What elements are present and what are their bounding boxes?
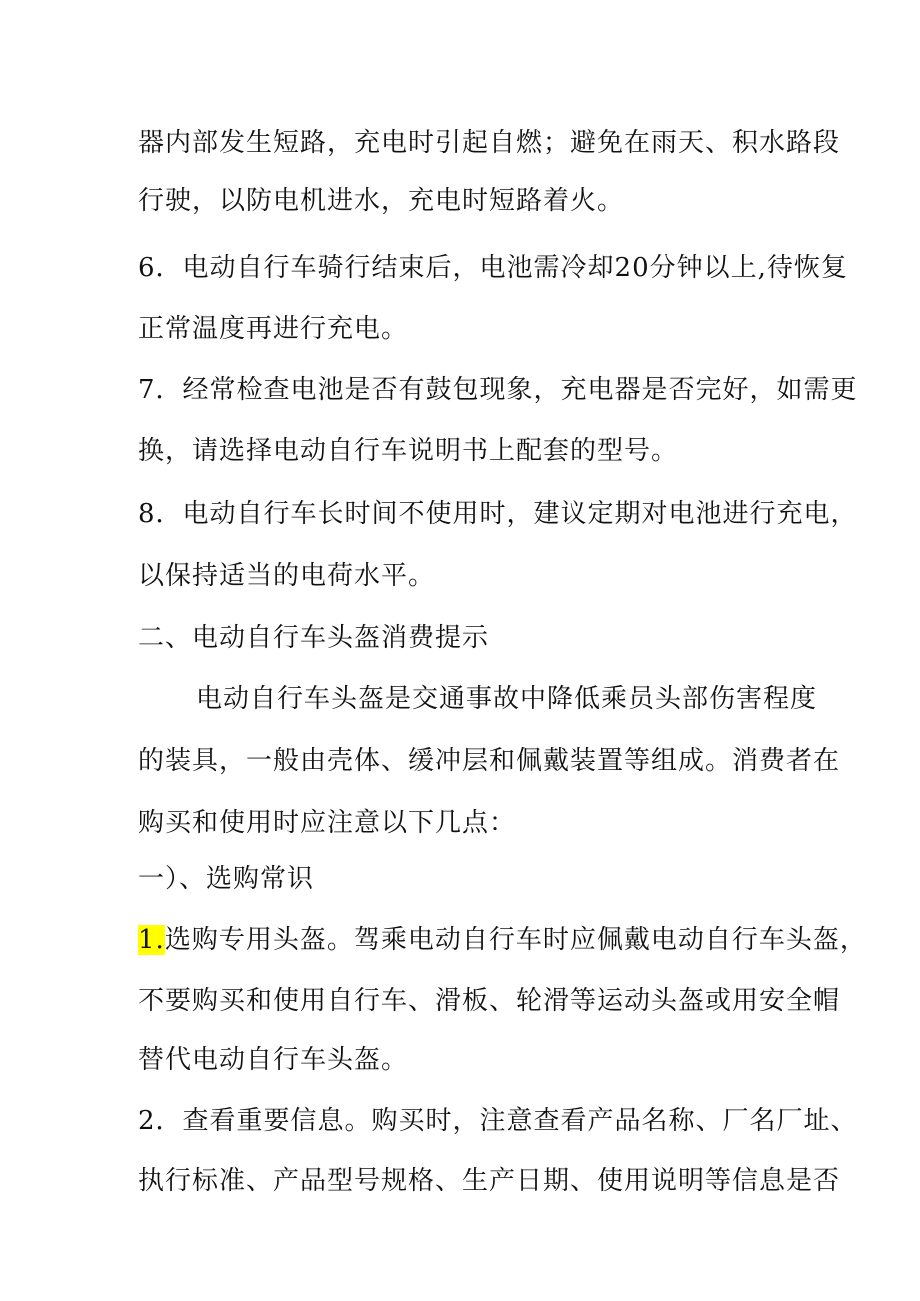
text-line: 购买和使用时应注意以下几点： (138, 808, 517, 838)
subsection-heading: 一）、选购常识 (138, 864, 315, 894)
text-line: 器内部发生短路，充电时引起自燃；避免在雨天、积水路段 (138, 128, 841, 158)
text-line: 以保持适当的电荷水平。 (138, 561, 436, 591)
highlighted-number: 1. (138, 925, 165, 955)
text-line: 正常温度再进行充电。 (138, 314, 409, 344)
paragraph-first-line: 电动自行车头盔是交通事故中降低乘员头部伤害程度 (196, 684, 818, 714)
list-item-1 (138, 925, 867, 955)
list-item-1-text: 选购专用头盔。驾乘电动自行车时应佩戴电动自行车头盔， (164, 925, 867, 955)
list-item-8: 8．电动自行车长时间不使用时，建议定期对电池进行充电， (138, 499, 858, 529)
section-heading: 二、电动自行车头盔消费提示 (138, 623, 490, 653)
list-item-6: 6．电动自行车骑行结束后，电池需冷却20分钟以上,待恢复 (138, 253, 848, 283)
text-line: 的装具，一般由壳体、缓冲层和佩戴装置等组成。消费者在 (138, 746, 841, 776)
list-item-7: 7．经常检查电池是否有鼓包现象，充电器是否完好，如需更 (138, 375, 858, 405)
text-line: 执行标准、产品型号规格、生产日期、使用说明等信息是否 (138, 1166, 841, 1196)
text-line: 行驶，以防电机进水，充电时短路着火。 (138, 186, 625, 216)
list-item-2: 2．查看重要信息。购买时，注意查看产品名称、厂名厂址、 (138, 1106, 858, 1136)
text-line: 替代电动自行车头盔。 (138, 1045, 409, 1075)
text-line: 不要购买和使用自行车、滑板、轮滑等运动头盔或用安全帽 (138, 986, 841, 1016)
text-line: 换，请选择电动自行车说明书上配套的型号。 (138, 436, 679, 466)
